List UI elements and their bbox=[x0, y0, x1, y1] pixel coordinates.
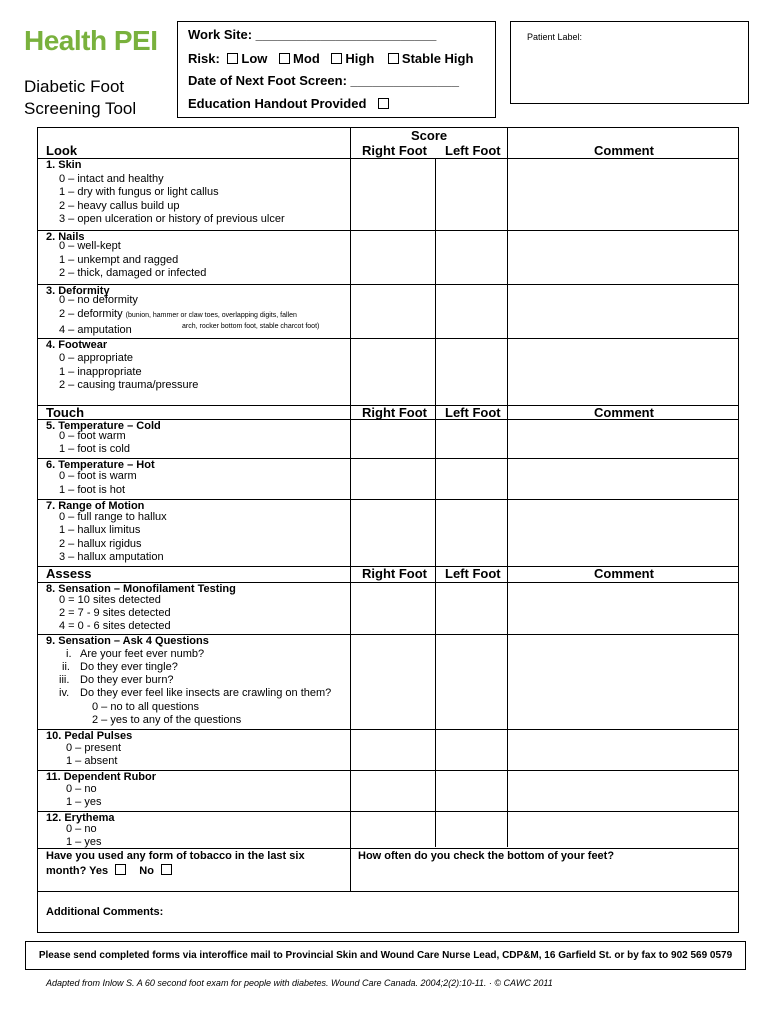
risk-low-checkbox[interactable] bbox=[227, 53, 238, 64]
risk-high-label: High bbox=[345, 51, 375, 66]
score-header: Score bbox=[411, 128, 448, 143]
send-instructions: Please send completed forms via interoffice mail to Provincial Skin and Wound Care Nurse Lead, CDP&M, 16 Garfield St. or by fax to 902 569 0579 bbox=[25, 941, 746, 970]
col-divider-3 bbox=[507, 128, 508, 847]
assess-section-title: Assess bbox=[46, 566, 92, 581]
rom-title: 7. Range of Motion bbox=[46, 500, 145, 512]
col-divider-2 bbox=[435, 158, 436, 847]
row-line bbox=[38, 848, 738, 849]
footwear-title: 4. Footwear bbox=[46, 339, 108, 351]
nails-option: 0 – well-kept bbox=[59, 240, 121, 252]
deformity-option: 4 – amputation bbox=[59, 324, 132, 336]
additional-comments-label: Additional Comments: bbox=[46, 906, 164, 918]
row-line bbox=[38, 338, 738, 339]
health-pei-logo: Health PEI bbox=[24, 25, 158, 56]
work-site-field[interactable]: Work Site: _________________________ bbox=[188, 27, 437, 42]
footwear-option: 0 – appropriate bbox=[59, 352, 133, 364]
tobacco-no-label: No bbox=[139, 865, 154, 877]
tool-title-line2: Screening Tool bbox=[24, 99, 137, 118]
tobacco-yes-label: month? Yes bbox=[46, 865, 109, 877]
risk-low-label: Low bbox=[241, 51, 268, 66]
deformity-title: 3. Deformity bbox=[46, 285, 110, 297]
risk-mod-label: Mod bbox=[293, 51, 320, 66]
row-line bbox=[38, 811, 738, 812]
sensation-mono-title: 8. Sensation – Monofilament Testing bbox=[46, 583, 236, 595]
skin-option: 2 – heavy callus build up bbox=[59, 200, 180, 212]
sensation-q-option: 2 – yes to any of the questions bbox=[92, 714, 242, 726]
erythema-title: 12. Erythema bbox=[46, 812, 115, 824]
col-divider-1 bbox=[350, 128, 351, 891]
sensation-mono-option: 2 = 7 - 9 sites detected bbox=[59, 607, 171, 619]
row-line bbox=[38, 158, 738, 159]
temp-hot-title: 6. Temperature – Hot bbox=[46, 459, 155, 471]
erythema-option: 0 – no bbox=[66, 823, 97, 835]
patient-label-box[interactable] bbox=[510, 21, 749, 104]
pulses-option: 1 – absent bbox=[66, 755, 118, 767]
nails-option: 1 – unkempt and ragged bbox=[59, 254, 179, 266]
footwear-option: 2 – causing trauma/pressure bbox=[59, 379, 199, 391]
risk-stable-high-checkbox[interactable] bbox=[388, 53, 399, 64]
next-screen-date-field[interactable]: Date of Next Foot Screen: _______________ bbox=[188, 73, 459, 88]
rubor-title: 11. Dependent Rubor bbox=[46, 771, 157, 783]
look-section-title: Look bbox=[46, 143, 78, 158]
risk-mod-checkbox[interactable] bbox=[279, 53, 290, 64]
risk-label: Risk: bbox=[188, 51, 220, 66]
rubor-option: 0 – no bbox=[66, 783, 97, 795]
rubor-option: 1 – yes bbox=[66, 796, 102, 808]
rom-option: 0 – full range to hallux bbox=[59, 511, 167, 523]
touch-section-title: Touch bbox=[46, 405, 85, 420]
sensation-mono-option: 0 = 10 sites detected bbox=[59, 594, 161, 606]
tool-title bbox=[24, 76, 136, 120]
left-foot-header: Left Foot bbox=[445, 143, 501, 158]
assess-comment-header: Comment bbox=[594, 566, 654, 581]
additional-comments-box[interactable] bbox=[37, 890, 739, 933]
patient-label-text: Patient Label: bbox=[527, 32, 583, 42]
question-text: Do they ever tingle? bbox=[80, 661, 178, 673]
rom-option: 2 – hallux rigidus bbox=[59, 538, 142, 550]
education-label: Education Handout Provided bbox=[188, 96, 367, 111]
temp-hot-option: 1 – foot is hot bbox=[59, 484, 126, 496]
deformity-option: 2 – deformity (bunion, hammer or claw toes, overlapping digits, fallen bbox=[59, 308, 297, 320]
pulses-option: 0 – present bbox=[66, 742, 122, 754]
row-line bbox=[38, 284, 738, 285]
question-text: Do they ever feel like insects are crawling on them? bbox=[80, 687, 332, 699]
assess-left-foot-header: Left Foot bbox=[445, 566, 501, 581]
right-foot-header: Right Foot bbox=[362, 143, 427, 158]
deformity-option: 0 – no deformity bbox=[59, 294, 138, 306]
deformity-note: arch, rocker bottom foot, stable charcot foot) bbox=[182, 323, 320, 330]
skin-option: 0 – intact and healthy bbox=[59, 173, 164, 185]
tobacco-question: Have you used any form of tobacco in the last six bbox=[46, 850, 305, 862]
comment-header: Comment bbox=[594, 143, 654, 158]
tobacco-answer-row bbox=[46, 864, 175, 878]
touch-comment-header: Comment bbox=[594, 405, 654, 420]
touch-left-foot-header: Left Foot bbox=[445, 405, 501, 420]
temp-hot-option: 0 – foot is warm bbox=[59, 470, 137, 482]
skin-title: 1. Skin bbox=[46, 159, 82, 171]
tool-title-line1: Diabetic Foot bbox=[24, 77, 125, 96]
temp-cold-option: 1 – foot is cold bbox=[59, 443, 130, 455]
skin-option: 3 – open ulceration or history of previous ulcer bbox=[59, 213, 285, 225]
rom-option: 3 – hallux amputation bbox=[59, 551, 164, 563]
question-numeral: i. bbox=[66, 648, 72, 660]
risk-stable-high-label: Stable High bbox=[401, 51, 474, 66]
sensation-q-option: 0 – no to all questions bbox=[92, 701, 200, 713]
tobacco-no-checkbox[interactable] bbox=[161, 864, 172, 875]
education-row bbox=[188, 96, 392, 111]
question-numeral: ii. bbox=[62, 661, 70, 673]
education-checkbox[interactable] bbox=[378, 98, 389, 109]
temp-cold-title: 5. Temperature – Cold bbox=[46, 420, 161, 432]
question-text: Are your feet ever numb? bbox=[80, 648, 205, 660]
citation-footer: Adapted from Inlow S. A 60 second foot exam for people with diabetes. Wound Care Canada. 2004;2(2):10-11. · © CAWC 2011 bbox=[46, 978, 553, 988]
header-info-box bbox=[177, 21, 496, 118]
skin-option: 1 – dry with fungus or light callus bbox=[59, 186, 219, 198]
question-numeral: iii. bbox=[59, 674, 70, 686]
assess-right-foot-header: Right Foot bbox=[362, 566, 427, 581]
row-line bbox=[38, 729, 738, 730]
tobacco-yes-checkbox[interactable] bbox=[115, 864, 126, 875]
risk-row bbox=[188, 51, 473, 66]
touch-right-foot-header: Right Foot bbox=[362, 405, 427, 420]
erythema-option: 1 – yes bbox=[66, 836, 102, 848]
risk-high-checkbox[interactable] bbox=[331, 53, 342, 64]
rom-option: 1 – hallux limitus bbox=[59, 524, 141, 536]
question-numeral: iv. bbox=[59, 687, 70, 699]
nails-title: 2. Nails bbox=[46, 231, 85, 243]
temp-cold-option: 0 – foot warm bbox=[59, 430, 126, 442]
check-feet-question: How often do you check the bottom of your feet? bbox=[358, 850, 615, 862]
pulses-title: 10. Pedal Pulses bbox=[46, 730, 133, 742]
screening-table bbox=[37, 127, 739, 892]
sensation-mono-option: 4 = 0 - 6 sites detected bbox=[59, 620, 171, 632]
sensation-q-title: 9. Sensation – Ask 4 Questions bbox=[46, 635, 209, 647]
row-line bbox=[38, 230, 738, 231]
question-text: Do they ever burn? bbox=[80, 674, 174, 686]
footwear-option: 1 – inappropriate bbox=[59, 366, 142, 378]
nails-option: 2 – thick, damaged or infected bbox=[59, 267, 207, 279]
